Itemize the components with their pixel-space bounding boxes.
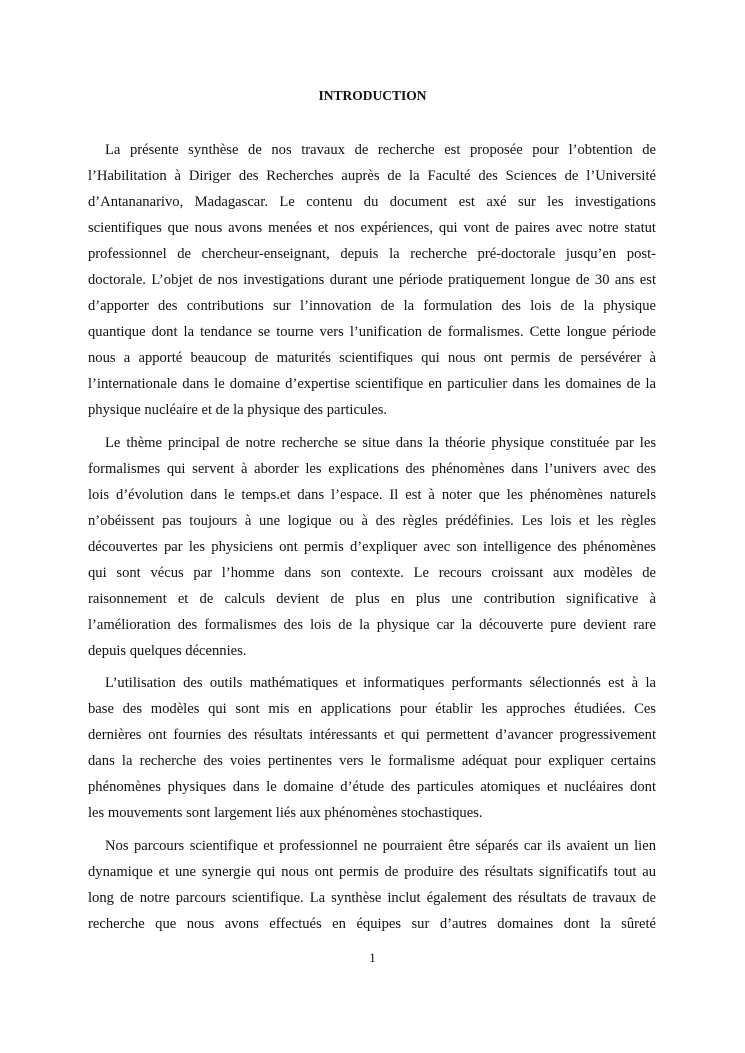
text-line: professionnel de chercheur-enseignant, depuis la recherche pré-doctorale jusqu’en post- [88,246,656,262]
text-line: d’Antananarivo, Madagascar. Le contenu du document est axé sur les investigations [88,194,656,210]
page-number: 1 [369,950,376,965]
text-line: qui sont vécus par l’homme dans son contexte. Le recours croissant aux modèles de [88,564,656,581]
text-line: l’Habilitation à Diriger des Recherches auprès de la Faculté des Sciences de l’Université [88,168,656,184]
text-line: les mouvements sont largement liés aux phénomènes stochastiques. [88,805,483,821]
text-line: lois d’évolution dans le temps.et dans l’espace. Il est à noter que les phénomènes naturels [88,486,656,503]
text-line: long de notre parcours scientifique. La synthèse inclut également des résultats de travaux de [88,889,656,906]
text-line: phénomènes physiques dans le domaine d’étude des particules atomiques et nucléaires dont [88,779,656,795]
text-line: n’obéissent pas toujours à une logique ou à des règles prédéfinies. Les lois et les règles [88,512,656,529]
section-title: INTRODUCTION [318,88,427,103]
text-line: dans la recherche des voies pertinentes vers le formalisme adéquat pour expliquer certains [88,753,656,769]
text-line: l’amélioration des formalismes des lois de la physique car la découverte pure devient rare [88,616,656,633]
paragraph [88,137,656,423]
text-line: depuis quelques décennies. [88,642,247,659]
text-line: La présente synthèse de nos travaux de recherche est proposée pour l’obtention de [105,142,656,158]
text-line: physique nucléaire et de la physique des particules. [88,402,388,418]
paragraph [88,430,656,664]
text-line: recherche que nous avons effectués en équipes sur d’autres domaines dont la sûreté [88,915,656,932]
text-line: Nos parcours scientifique et professionnel ne pourraient être séparés car ils avaient un lien [105,837,656,854]
text-line: Le thème principal de notre recherche se situe dans la théorie physique constituée par les [105,434,656,451]
text-line: formalismes qui servent à aborder les explications des phénomènes dans l’univers avec des [88,460,656,477]
text-line: quantique dont la tendance se tourne vers l’unification de formalismes. Cette longue période [88,324,656,340]
paragraph [88,670,656,826]
text-line: d’apporter des contributions sur l’innovation de la formulation des lois de la physique [88,298,656,314]
text-line: scientifiques que nous avons menées et nos expériences, qui vont de paires avec notre statut [88,220,656,236]
text-line: dynamique et une synergie qui nous ont permis de produire des résultats significatifs tout au [88,863,656,880]
text-line: l’internationale dans le domaine d’expertise scientifique en particulier dans les domaines de la [88,376,656,392]
text-line: raisonnement et de calculs devient de plus en plus une contribution significative à [88,590,656,607]
text-line: découvertes par les physiciens ont permis d’expliquer avec son intelligence des phénomènes [88,538,656,555]
text-line: base des modèles qui sont mis en applications pour établir les approches étudiées. Ces [88,701,656,717]
text-line: dernières ont fournies des résultats intéressants et qui permettent d’avancer progressivement [88,727,656,743]
text-line: nous a apporté beaucoup de maturités scientifiques qui nous ont permis de persévérer à [88,350,656,366]
document-body [88,137,656,943]
text-line: L’utilisation des outils mathématiques et informatiques performants sélectionnés est à la [105,675,656,691]
text-line: doctorale. L’objet de nos investigations durant une période pratiquement longue de 30 ans est [88,272,656,288]
paragraph [88,833,656,937]
